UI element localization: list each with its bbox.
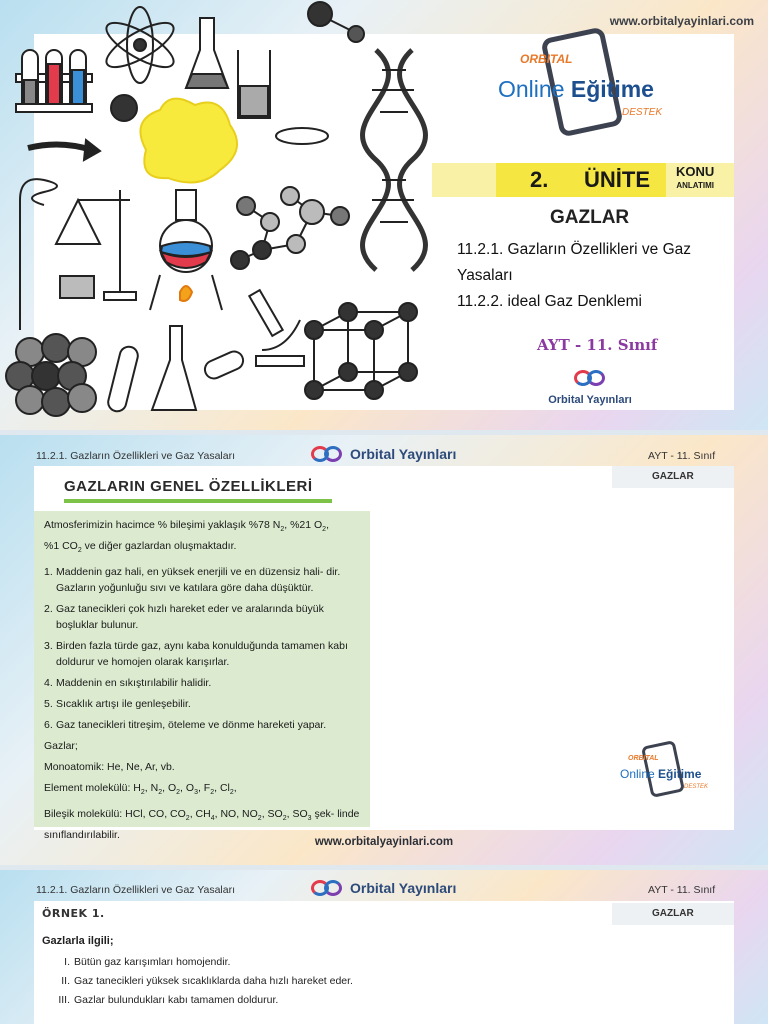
property-item: 5. Sıcaklık artışı ile genleşebilir.	[44, 698, 191, 711]
statement-list	[44, 955, 374, 1012]
property-item: 4. Maddenin en sıkıştırılabilir halidir.	[44, 677, 212, 690]
breadcrumb: 11.2.1. Gazların Özellikleri ve Gaz Yasaları	[36, 884, 236, 896]
example-slide	[0, 870, 768, 1024]
brand-orbital: ORBITAL	[628, 755, 659, 762]
test-tube-icon	[106, 345, 139, 413]
statement-item: II. Gaz tanecikleri yüksek sıcaklıklarda daha hızlı hareket eder.	[61, 975, 353, 987]
website-url[interactable]: www.orbitalyayinlari.com	[609, 14, 754, 28]
statement-item: III. Gazlar bulundukları kabı tamamen doldurur.	[58, 994, 279, 1006]
property-item: 3. Birden fazla türde gaz, aynı kaba konulduğunda tamamen kabı doldurur ve homojen olarak karışırlar.	[44, 640, 348, 669]
example-label: ÖRNEK 1.	[42, 907, 105, 920]
microscope-icon	[249, 290, 304, 366]
publisher-name: Orbital Yayınları	[350, 880, 457, 896]
brand-online-egitime: Online Eğitime	[620, 767, 702, 781]
online-egitime-destek-logo	[496, 28, 696, 138]
konu-anlatimi-label: KONU ANLATIMI	[676, 164, 715, 190]
petri-dish-icon	[276, 128, 328, 144]
online-egitime-destek-logo	[608, 743, 718, 823]
property-item: 1. Maddenin gaz hali, en yüksek enerjili ve en düzensiz hali- dir. Gazların yoğunluğu sıvı ve katılara göre daha düşüktür.	[44, 566, 341, 595]
content-panel	[34, 901, 734, 1024]
gazlar-label: Gazlar;	[44, 740, 78, 753]
properties-box	[34, 511, 370, 842]
grade-label: AYT - 11. Sınıf	[648, 884, 716, 896]
test-tube-rack-icon	[16, 50, 92, 112]
molecule-model-icon	[231, 187, 349, 269]
topic-line: Yasaları	[457, 267, 513, 284]
property-item: 6. Gaz tanecikleri titreşim, öteleme ve dönme hareketi yapar.	[44, 719, 327, 732]
brand-destek: DESTEK	[684, 784, 709, 790]
publisher-header-logo	[310, 878, 456, 898]
unit-banner	[432, 163, 734, 197]
unit-word: ÜNİTE	[584, 167, 650, 192]
intro-text: Atmosferimizin hacimce % bileşimi yaklaşık %78 $N_2$, %21 $O_2$, %1 $CO_2$ ve diğer gazlardan oluşmaktadır.	[44, 519, 329, 555]
section-title: GAZLARIN GENEL ÖZELLİKLERİ	[64, 478, 313, 495]
erlenmeyer-flask-icon	[186, 18, 228, 88]
content-slide	[0, 435, 768, 865]
dna-helix-icon	[363, 50, 426, 270]
property-item: 2. Gaz tanecikleri çok hızlı hareket eder ve aralarında büyük boşluklar bulunur.	[44, 603, 324, 632]
brand-orbital: ORBITAL	[520, 52, 573, 66]
orbital-logo-icon	[310, 444, 344, 464]
atom-cluster-icon	[6, 334, 96, 416]
statement-item: I. Bütün gaz karışımları homojendir.	[64, 956, 231, 968]
topic-line: 11.2.2. ideal Gaz Denklemi	[457, 293, 642, 310]
publisher-name: Orbital Yayınları	[548, 394, 632, 406]
conical-flask-icon	[152, 326, 196, 410]
publisher-name: Orbital Yayınları	[350, 446, 457, 462]
atom-icon	[101, 7, 180, 83]
unit-title: GAZLAR	[550, 207, 630, 228]
publisher-logo	[540, 368, 640, 406]
distillation-apparatus-icon	[20, 179, 136, 330]
brand-destek: DESTEK	[622, 107, 663, 118]
round-flask-icon	[140, 99, 237, 310]
monoatomic-line: Monoatomik: He, Ne, Ar, vb.	[44, 761, 175, 774]
unit-label	[496, 163, 666, 197]
unit-number: 2.	[530, 167, 549, 192]
grade-label: AYT - 11. Sınıf	[537, 336, 658, 354]
brand-online-egitime: Online Eğitime	[498, 76, 654, 102]
section-underline	[64, 499, 332, 503]
orbital-logo-icon	[310, 878, 344, 898]
website-url[interactable]: www.orbitalyayinlari.com	[314, 836, 454, 848]
topic-tab: GAZLAR	[612, 903, 734, 925]
element-molecule-line: Element molekülü: $H_2$, $N_2$, $O_2$, $O_3$, $F_2$, $Cl_2$,	[44, 782, 237, 797]
question-intro: Gazlarla ilgili;	[42, 935, 114, 947]
chemistry-illustration	[0, 0, 440, 430]
cover-slide	[0, 0, 768, 430]
orbital-logo-icon	[573, 368, 607, 388]
publisher-header-logo	[310, 444, 456, 464]
arrow-icon	[28, 144, 92, 150]
molecule-ball-icon	[111, 95, 137, 121]
breadcrumb: 11.2.1. Gazların Özellikleri ve Gaz Yasaları	[36, 450, 236, 462]
beaker-icon	[238, 50, 270, 118]
topic-list	[457, 237, 747, 315]
compound-molecule-line: Bileşik molekülü: HCl, CO, $CO_2$, $CH_4$, NO, $NO_2$, $SO_2$, $SO_3$ şek- linde sınıflandırılabilir.	[44, 808, 360, 842]
crystal-lattice-icon	[305, 303, 417, 399]
grade-label: AYT - 11. Sınıf	[648, 450, 716, 462]
topic-line: 11.2.1. Gazların Özellikleri ve Gaz	[457, 241, 692, 258]
capsule-icon	[202, 349, 246, 382]
topic-tab: GAZLAR	[612, 466, 734, 488]
